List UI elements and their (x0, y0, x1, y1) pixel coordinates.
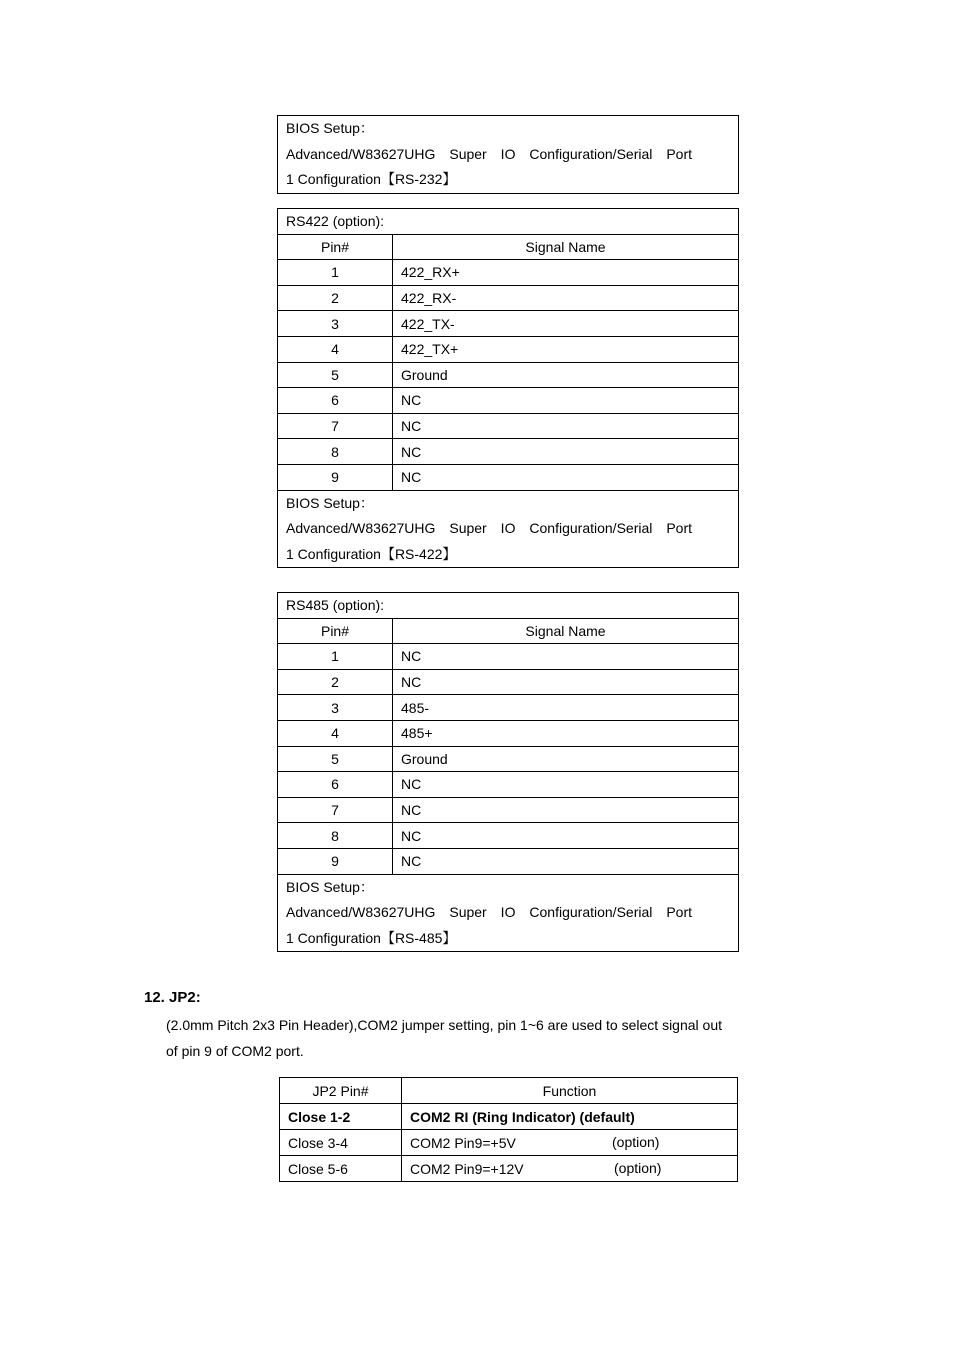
table-row (278, 260, 739, 286)
pin-number: 6 (278, 388, 393, 414)
pin-number: 8 (278, 439, 393, 465)
header-pin: Pin# (278, 234, 393, 260)
bios-setup-label: BIOS Setup： (286, 878, 374, 895)
bios-setup-label: BIOS Setup： (286, 494, 374, 511)
table-row (278, 720, 739, 746)
header-signal: Signal Name (393, 234, 739, 260)
jumper-function-cell (402, 1156, 738, 1182)
jp2-description-line2: of pin 9 of COM2 port. (166, 1043, 304, 1059)
table-row (278, 695, 739, 721)
signal-name: 422_RX- (393, 285, 739, 311)
signal-name: 422_RX+ (393, 260, 739, 286)
rs422-bios-setup (278, 490, 739, 568)
signal-name: NC (393, 772, 739, 798)
signal-name: NC (393, 848, 739, 874)
table-row (278, 746, 739, 772)
pin-number: 7 (278, 797, 393, 823)
table-row (278, 362, 739, 388)
rs485-bios-setup (278, 874, 739, 952)
section-title-jp2: 12. JP2: (144, 989, 201, 1006)
table-row (278, 311, 739, 337)
signal-name: 485+ (393, 720, 739, 746)
table-row (280, 1130, 738, 1156)
table-row (280, 1156, 738, 1182)
rs485-caption: RS485 (option): (278, 593, 739, 619)
table-row (278, 797, 739, 823)
bios-path: Advanced/W83627UHG Super IO Configuration/Serial Port (286, 520, 692, 537)
jp2-table (279, 1077, 738, 1182)
table-row (278, 644, 739, 670)
bios-setup-label: BIOS Setup： (286, 120, 374, 136)
rs422-caption: RS422 (option): (278, 209, 739, 235)
pin-number: 4 (278, 336, 393, 362)
pin-number: 3 (278, 695, 393, 721)
jumper-setting: Close 5-6 (280, 1156, 402, 1182)
pin-number: 9 (278, 464, 393, 490)
jumper-function: COM2 Pin9=+12V (410, 1160, 524, 1177)
pin-number: 4 (278, 720, 393, 746)
bios-config: 1 Configuration【RS-232】 (286, 171, 457, 187)
table-row (278, 285, 739, 311)
table-row (278, 336, 739, 362)
signal-name: NC (393, 669, 739, 695)
pin-number: 9 (278, 848, 393, 874)
header-function: Function (402, 1078, 738, 1104)
header-pin: Pin# (278, 618, 393, 644)
pin-number: 8 (278, 823, 393, 849)
jumper-function-cell (402, 1130, 738, 1156)
pin-number: 1 (278, 260, 393, 286)
signal-name: NC (393, 644, 739, 670)
pin-number: 6 (278, 772, 393, 798)
pin-number: 7 (278, 413, 393, 439)
rs422-table (277, 208, 739, 568)
pin-number: 2 (278, 669, 393, 695)
bios-setup-rs232-box (277, 115, 739, 194)
bios-path: Advanced/W83627UHG Super IO Configuration/Serial Port (286, 145, 692, 162)
table-row (278, 823, 739, 849)
jumper-function: COM2 RI (Ring Indicator) (default) (402, 1104, 738, 1130)
pin-number: 1 (278, 644, 393, 670)
pin-number: 5 (278, 362, 393, 388)
jp2-description-line1: (2.0mm Pitch 2x3 Pin Header),COM2 jumper setting, pin 1~6 are used to select signal out (166, 1017, 722, 1033)
header-signal: Signal Name (393, 618, 739, 644)
option-note: (option) (614, 1160, 662, 1176)
jumper-setting: Close 1-2 (280, 1104, 402, 1130)
signal-name: Ground (393, 746, 739, 772)
signal-name: Ground (393, 362, 739, 388)
table-row (278, 669, 739, 695)
signal-name: 485- (393, 695, 739, 721)
pin-number: 5 (278, 746, 393, 772)
table-row (278, 413, 739, 439)
signal-name: NC (393, 413, 739, 439)
table-row (278, 388, 739, 414)
table-row (280, 1104, 738, 1130)
signal-name: 422_TX- (393, 311, 739, 337)
table-row (278, 439, 739, 465)
signal-name: 422_TX+ (393, 336, 739, 362)
bios-config: 1 Configuration【RS-485】 (286, 929, 457, 946)
bios-config: 1 Configuration【RS-422】 (286, 545, 457, 562)
table-row (278, 848, 739, 874)
bios-path: Advanced/W83627UHG Super IO Configuration/Serial Port (286, 904, 692, 921)
signal-name: NC (393, 797, 739, 823)
signal-name: NC (393, 388, 739, 414)
signal-name: NC (393, 439, 739, 465)
table-row (278, 772, 739, 798)
rs485-table (277, 592, 739, 952)
jumper-setting: Close 3-4 (280, 1130, 402, 1156)
pin-number: 2 (278, 285, 393, 311)
signal-name: NC (393, 823, 739, 849)
jumper-function: COM2 Pin9=+5V (410, 1134, 516, 1151)
signal-name: NC (393, 464, 739, 490)
pin-number: 3 (278, 311, 393, 337)
option-note: (option) (612, 1134, 660, 1150)
table-row (278, 464, 739, 490)
header-jp2-pin: JP2 Pin# (280, 1078, 402, 1104)
